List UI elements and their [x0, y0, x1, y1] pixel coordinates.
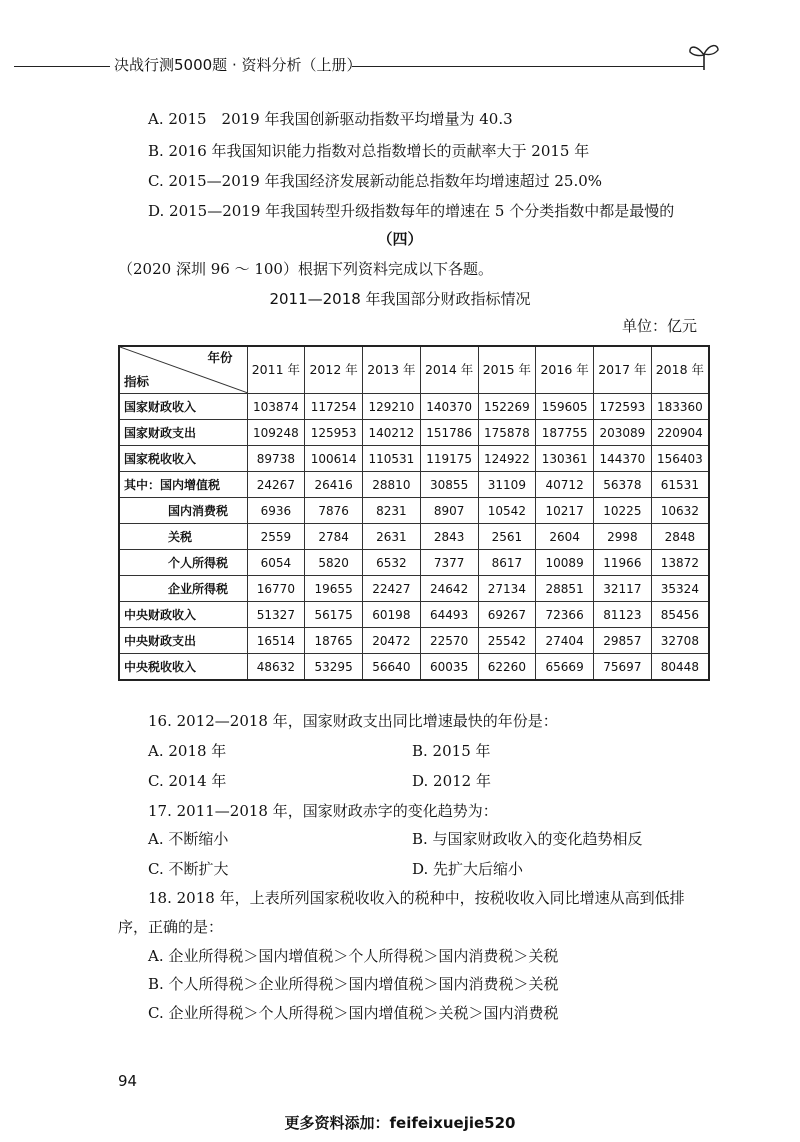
table-cell: 61531: [651, 472, 709, 498]
table-cell: 140212: [363, 420, 421, 446]
question-17-option-b: B. 与国家财政收入的变化趋势相反: [412, 830, 643, 848]
table-cell: 56378: [594, 472, 652, 498]
table-cell: 6054: [247, 550, 305, 576]
table-cell: 103874: [247, 394, 305, 420]
table-row: [119, 498, 709, 524]
table-row: [119, 472, 709, 498]
row-label: 中央财政收入: [119, 602, 247, 628]
row-label: 中央税收收入: [119, 654, 247, 681]
table-cell: 203089: [594, 420, 652, 446]
table-cell: 19655: [305, 576, 363, 602]
question-16-stem: 16. 2012—2018 年，国家财政支出同比增速最快的年份是：: [148, 712, 558, 730]
footer-watermark: 更多资料添加：feifeixuejie520: [284, 1114, 516, 1132]
question-16-option-d: D. 2012 年: [412, 772, 491, 790]
table-cell: 2843: [420, 524, 478, 550]
year-header: 2017 年: [594, 346, 652, 394]
table-cell: 80448: [651, 654, 709, 681]
table-cell: 117254: [305, 394, 363, 420]
table-cell: 151786: [420, 420, 478, 446]
table-cell: 62260: [478, 654, 536, 681]
table-cell: 56640: [363, 654, 421, 681]
table-cell: 60035: [420, 654, 478, 681]
question-18-option-b: B. 个人所得税＞企业所得税＞国内增值税＞国内消费税＞关税: [148, 975, 559, 993]
year-header: 2015 年: [478, 346, 536, 394]
table-cell: 64493: [420, 602, 478, 628]
table-cell: 27404: [536, 628, 594, 654]
table-cell: 2604: [536, 524, 594, 550]
row-label: 其中：国内增值税: [119, 472, 247, 498]
question-17-option-c: C. 不断扩大: [148, 860, 229, 878]
table-cell: 51327: [247, 602, 305, 628]
table-cell: 172593: [594, 394, 652, 420]
table-cell: 16514: [247, 628, 305, 654]
table-row: [119, 654, 709, 681]
option-d-prev: D. 2015—2019 年我国转型升级指数每年的增速在 5 个分类指数中都是最慢的: [148, 202, 675, 220]
table-header-row: [119, 346, 709, 394]
table-title: 2011—2018 年我国部分财政指标情况: [269, 290, 531, 308]
table-row: [119, 446, 709, 472]
table-cell: 10542: [478, 498, 536, 524]
table-cell: 27134: [478, 576, 536, 602]
table-row: [119, 420, 709, 446]
table-cell: 7876: [305, 498, 363, 524]
option-b-prev: B. 2016 年我国知识能力指数对总指数增长的贡献率大于 2015 年: [148, 142, 590, 160]
table-cell: 2631: [363, 524, 421, 550]
table-cell: 152269: [478, 394, 536, 420]
table-cell: 100614: [305, 446, 363, 472]
corner-indicator-label: 指标: [124, 374, 150, 389]
table-row: [119, 602, 709, 628]
page-number: 94: [118, 1072, 138, 1090]
table-cell: 60198: [363, 602, 421, 628]
table-cell: 16770: [247, 576, 305, 602]
question-16-option-b: B. 2015 年: [412, 742, 491, 760]
table-cell: 183360: [651, 394, 709, 420]
table-cell: 156403: [651, 446, 709, 472]
question-16-option-a: A. 2018 年: [148, 742, 227, 760]
table-row: [119, 576, 709, 602]
table-cell: 32708: [651, 628, 709, 654]
table-cell: 2784: [305, 524, 363, 550]
table-cell: 30855: [420, 472, 478, 498]
table-cell: 48632: [247, 654, 305, 681]
table-cell: 187755: [536, 420, 594, 446]
table-cell: 28851: [536, 576, 594, 602]
table-cell: 109248: [247, 420, 305, 446]
table-cell: 6532: [363, 550, 421, 576]
fiscal-table: [118, 345, 710, 681]
header-rule-right: [352, 66, 704, 67]
row-label: 个人所得税: [119, 550, 247, 576]
question-18-option-a: A. 企业所得税＞国内增值税＞个人所得税＞国内消费税＞关税: [148, 947, 559, 965]
sprout-icon: [686, 38, 722, 72]
table-cell: 2559: [247, 524, 305, 550]
table-row: [119, 550, 709, 576]
table-cell: 2998: [594, 524, 652, 550]
table-cell: 10089: [536, 550, 594, 576]
table-cell: 144370: [594, 446, 652, 472]
row-label: 国家财政支出: [119, 420, 247, 446]
table-cell: 18765: [305, 628, 363, 654]
table-cell: 22570: [420, 628, 478, 654]
row-label: 国内消费税: [119, 498, 247, 524]
table-row: [119, 628, 709, 654]
table-cell: 53295: [305, 654, 363, 681]
table-cell: 20472: [363, 628, 421, 654]
table-cell: 28810: [363, 472, 421, 498]
year-header: 2016 年: [536, 346, 594, 394]
table-cell: 89738: [247, 446, 305, 472]
table-cell: 2561: [478, 524, 536, 550]
question-18-stem-line1: 18. 2018 年，上表所列国家税收收入的税种中，按税收收入同比增速从高到低排: [148, 889, 685, 907]
table-cell: 5820: [305, 550, 363, 576]
table-unit: 单位：亿元: [622, 317, 698, 335]
header-rule-left: [14, 66, 110, 67]
row-label: 国家财政收入: [119, 394, 247, 420]
table-cell: 6936: [247, 498, 305, 524]
table-corner-cell: [119, 346, 247, 394]
table-cell: 40712: [536, 472, 594, 498]
year-header: 2011 年: [247, 346, 305, 394]
question-18-option-c: C. 企业所得税＞个人所得税＞国内增值税＞关税＞国内消费税: [148, 1004, 559, 1022]
table-cell: 24642: [420, 576, 478, 602]
table-cell: 124922: [478, 446, 536, 472]
table-cell: 140370: [420, 394, 478, 420]
table-cell: 125953: [305, 420, 363, 446]
corner-year-label: 年份: [207, 350, 233, 365]
table-cell: 65669: [536, 654, 594, 681]
table-cell: 13872: [651, 550, 709, 576]
table-cell: 35324: [651, 576, 709, 602]
year-header: 2012 年: [305, 346, 363, 394]
table-row: [119, 394, 709, 420]
year-header: 2013 年: [363, 346, 421, 394]
option-c-prev: C. 2015—2019 年我国经济发展新动能总指数年均增速超过 25.0%: [148, 172, 603, 190]
year-header: 2014 年: [420, 346, 478, 394]
section-title: （四）: [377, 230, 423, 248]
table-cell: 32117: [594, 576, 652, 602]
table-cell: 10217: [536, 498, 594, 524]
section-intro: （2020 深圳 96 ～ 100）根据下列资料完成以下各题。: [118, 260, 493, 278]
table-cell: 75697: [594, 654, 652, 681]
table-cell: 11966: [594, 550, 652, 576]
question-17-option-a: A. 不断缩小: [148, 830, 229, 848]
question-17-stem: 17. 2011—2018 年，国家财政赤字的变化趋势为：: [148, 802, 498, 820]
table-cell: 81123: [594, 602, 652, 628]
table-cell: 22427: [363, 576, 421, 602]
table-cell: 26416: [305, 472, 363, 498]
question-18-stem-line2: 序，正确的是：: [118, 918, 224, 936]
option-a-prev: A. 2015 2019 年我国创新驱动指数平均增量为 40.3: [148, 110, 513, 128]
row-label: 企业所得税: [119, 576, 247, 602]
table-cell: 25542: [478, 628, 536, 654]
table-cell: 85456: [651, 602, 709, 628]
question-17-option-d: D. 先扩大后缩小: [412, 860, 524, 878]
question-16-option-c: C. 2014 年: [148, 772, 227, 790]
table-cell: 2848: [651, 524, 709, 550]
table-cell: 7377: [420, 550, 478, 576]
table-row: [119, 524, 709, 550]
year-header: 2018 年: [651, 346, 709, 394]
table-cell: 31109: [478, 472, 536, 498]
table-cell: 220904: [651, 420, 709, 446]
table-cell: 29857: [594, 628, 652, 654]
table-cell: 24267: [247, 472, 305, 498]
running-header: [0, 52, 800, 82]
table-cell: 56175: [305, 602, 363, 628]
table-cell: 10632: [651, 498, 709, 524]
table-cell: 8617: [478, 550, 536, 576]
table-cell: 72366: [536, 602, 594, 628]
table-cell: 119175: [420, 446, 478, 472]
table-cell: 130361: [536, 446, 594, 472]
table-cell: 110531: [363, 446, 421, 472]
row-label: 国家税收收入: [119, 446, 247, 472]
row-label: 中央财政支出: [119, 628, 247, 654]
table-cell: 8907: [420, 498, 478, 524]
row-label: 关税: [119, 524, 247, 550]
table-cell: 69267: [478, 602, 536, 628]
table-cell: 175878: [478, 420, 536, 446]
header-title: 决战行测5000题 · 资料分析（上册）: [114, 56, 362, 74]
table-cell: 10225: [594, 498, 652, 524]
table-cell: 129210: [363, 394, 421, 420]
table-cell: 159605: [536, 394, 594, 420]
table-cell: 8231: [363, 498, 421, 524]
